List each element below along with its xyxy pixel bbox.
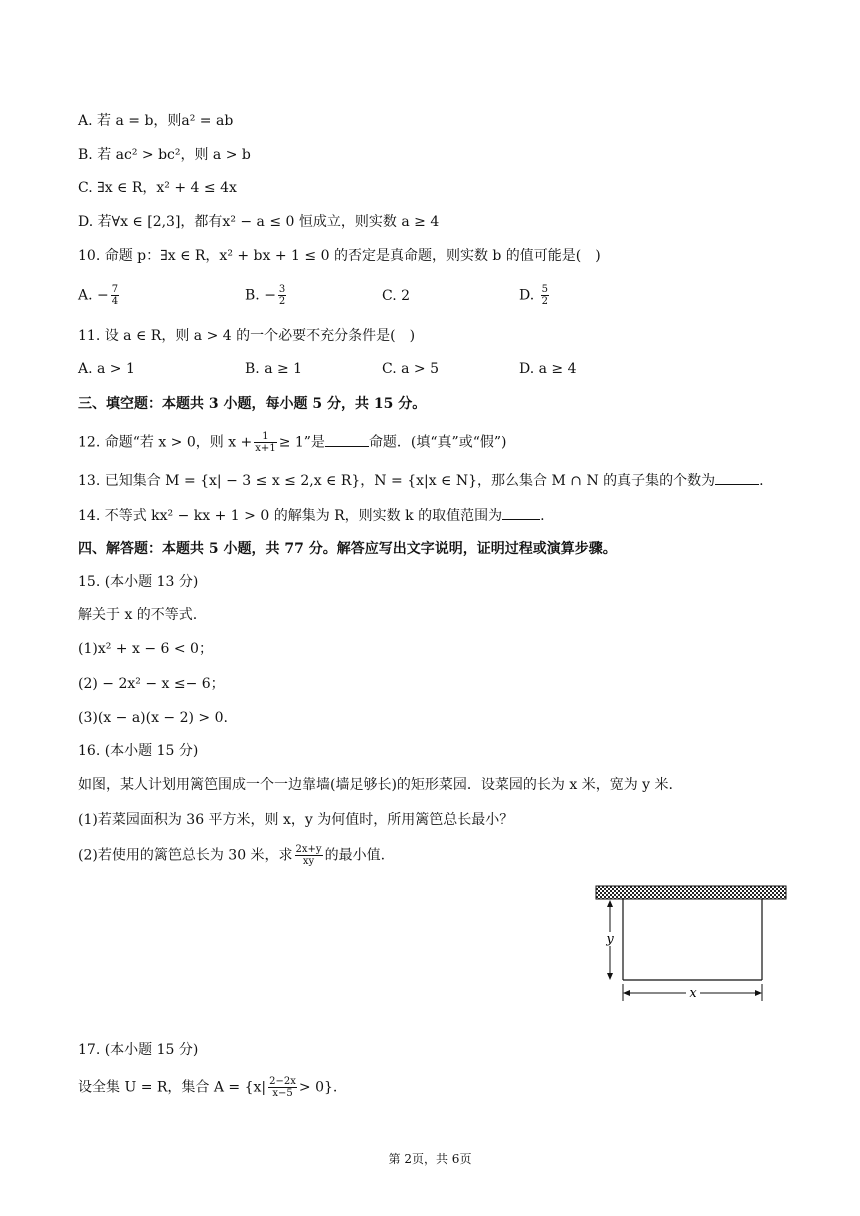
q15-part-1: (1)x² + x − 6 < 0； [78,641,213,657]
q14-text: 14. 不等式 kx² − kx + 1 > 0 的解集为 R，则实数 k 的取值范围为 . [78,505,545,526]
q9-option-a: A. 若 a = b，则a² = ab [78,113,234,129]
q15-intro: 解关于 x 的不等式. [78,607,198,623]
q17-text: 设全集 U = R，集合 A = {x| $\frac{2-2x}{x-5}$ > 0}. [78,1076,338,1099]
q10-option-b: B. − $\frac{3}{2}$ [245,284,286,307]
wall [596,886,786,899]
q13-answer-blank [715,470,759,485]
q16-intro: 如图，某人计划用篱笆围成一个一边靠墙(墙足够长)的矩形菜园．设菜园的长为 x 米，宽为 y 米. [78,777,673,793]
section-3-heading: 三、填空题：本题共 3 小题，每小题 5 分，共 15 分。 [78,396,427,412]
q12-text: 12. 命题“若 x > 0，则 x + $\frac{1}{x+1}$ ≥ 1”是 命题．(填“真”或“假”) [78,431,507,454]
q16-title: 16. (本小题 15 分) [78,743,199,759]
q15-title: 15. (本小题 13 分) [78,574,199,590]
y-arrow-top [607,900,613,907]
x-label: x [689,986,697,1001]
x-arrow-right [755,990,762,996]
q10-stem: 10. 命题 p：∃x ∈ R，x² + bx + 1 ≤ 0 的否定是真命题，则实数 b 的值可能是( ) [78,248,601,264]
section-4-heading: 四、解答题：本题共 5 小题，共 77 分。解答应写出文字说明，证明过程或演算步骤。 [78,541,617,557]
q11-option-d: D. a ≥ 4 [519,361,577,377]
q16-part-2: (2)若使用的篱笆总长为 30 米，求 $\frac{2x+y}{xy}$ 的最小值. [78,844,386,867]
q11-stem: 11. 设 a ∈ R，则 a > 4 的一个必要不充分条件是( ) [78,328,416,344]
q12-answer-blank [325,432,369,447]
q9-option-b: B. 若 ac² > bc²，则 a > b [78,147,251,163]
q9-option-c: C. ∃x ∈ R，x² + 4 ≤ 4x [78,180,237,196]
q17-title: 17. (本小题 15 分) [78,1042,199,1058]
q15-part-2: (2) − 2x² − x ≤− 6； [78,676,225,692]
q11-option-b: B. a ≥ 1 [245,361,303,377]
q15-part-3: (3)(x − a)(x − 2) > 0. [78,710,228,726]
q14-answer-blank [502,505,540,520]
y-arrow-bottom [607,973,613,980]
q11-option-c: C. a > 5 [382,361,439,377]
page-footer: 第 2页，共 6页 [388,1152,472,1166]
q9-option-d: D. 若∀x ∈ [2,3]，都有x² − a ≤ 0 恒成立，则实数 a ≥ 4 [78,214,440,230]
q16-part-1: (1)若菜园面积为 36 平方米，则 x，y 为何值时，所用篱笆总长最小？ [78,812,514,828]
q10-option-a: A. − $\frac{7}{4}$ [78,284,119,307]
q11-option-a: A. a > 1 [78,361,135,377]
garden-figure [592,880,792,1004]
q10-option-d: D. $\frac{5}{2}$ [519,284,549,307]
y-label: y [606,932,614,947]
q13-text: 13. 已知集合 M = {x| − 3 ≤ x ≤ 2,x ∈ R}，N = {x|x ∈ N}，那么集合 M ∩ N 的真子集的个数为 . [78,470,764,491]
q10-option-c: C. 2 [382,288,411,304]
x-arrow-left [623,990,630,996]
